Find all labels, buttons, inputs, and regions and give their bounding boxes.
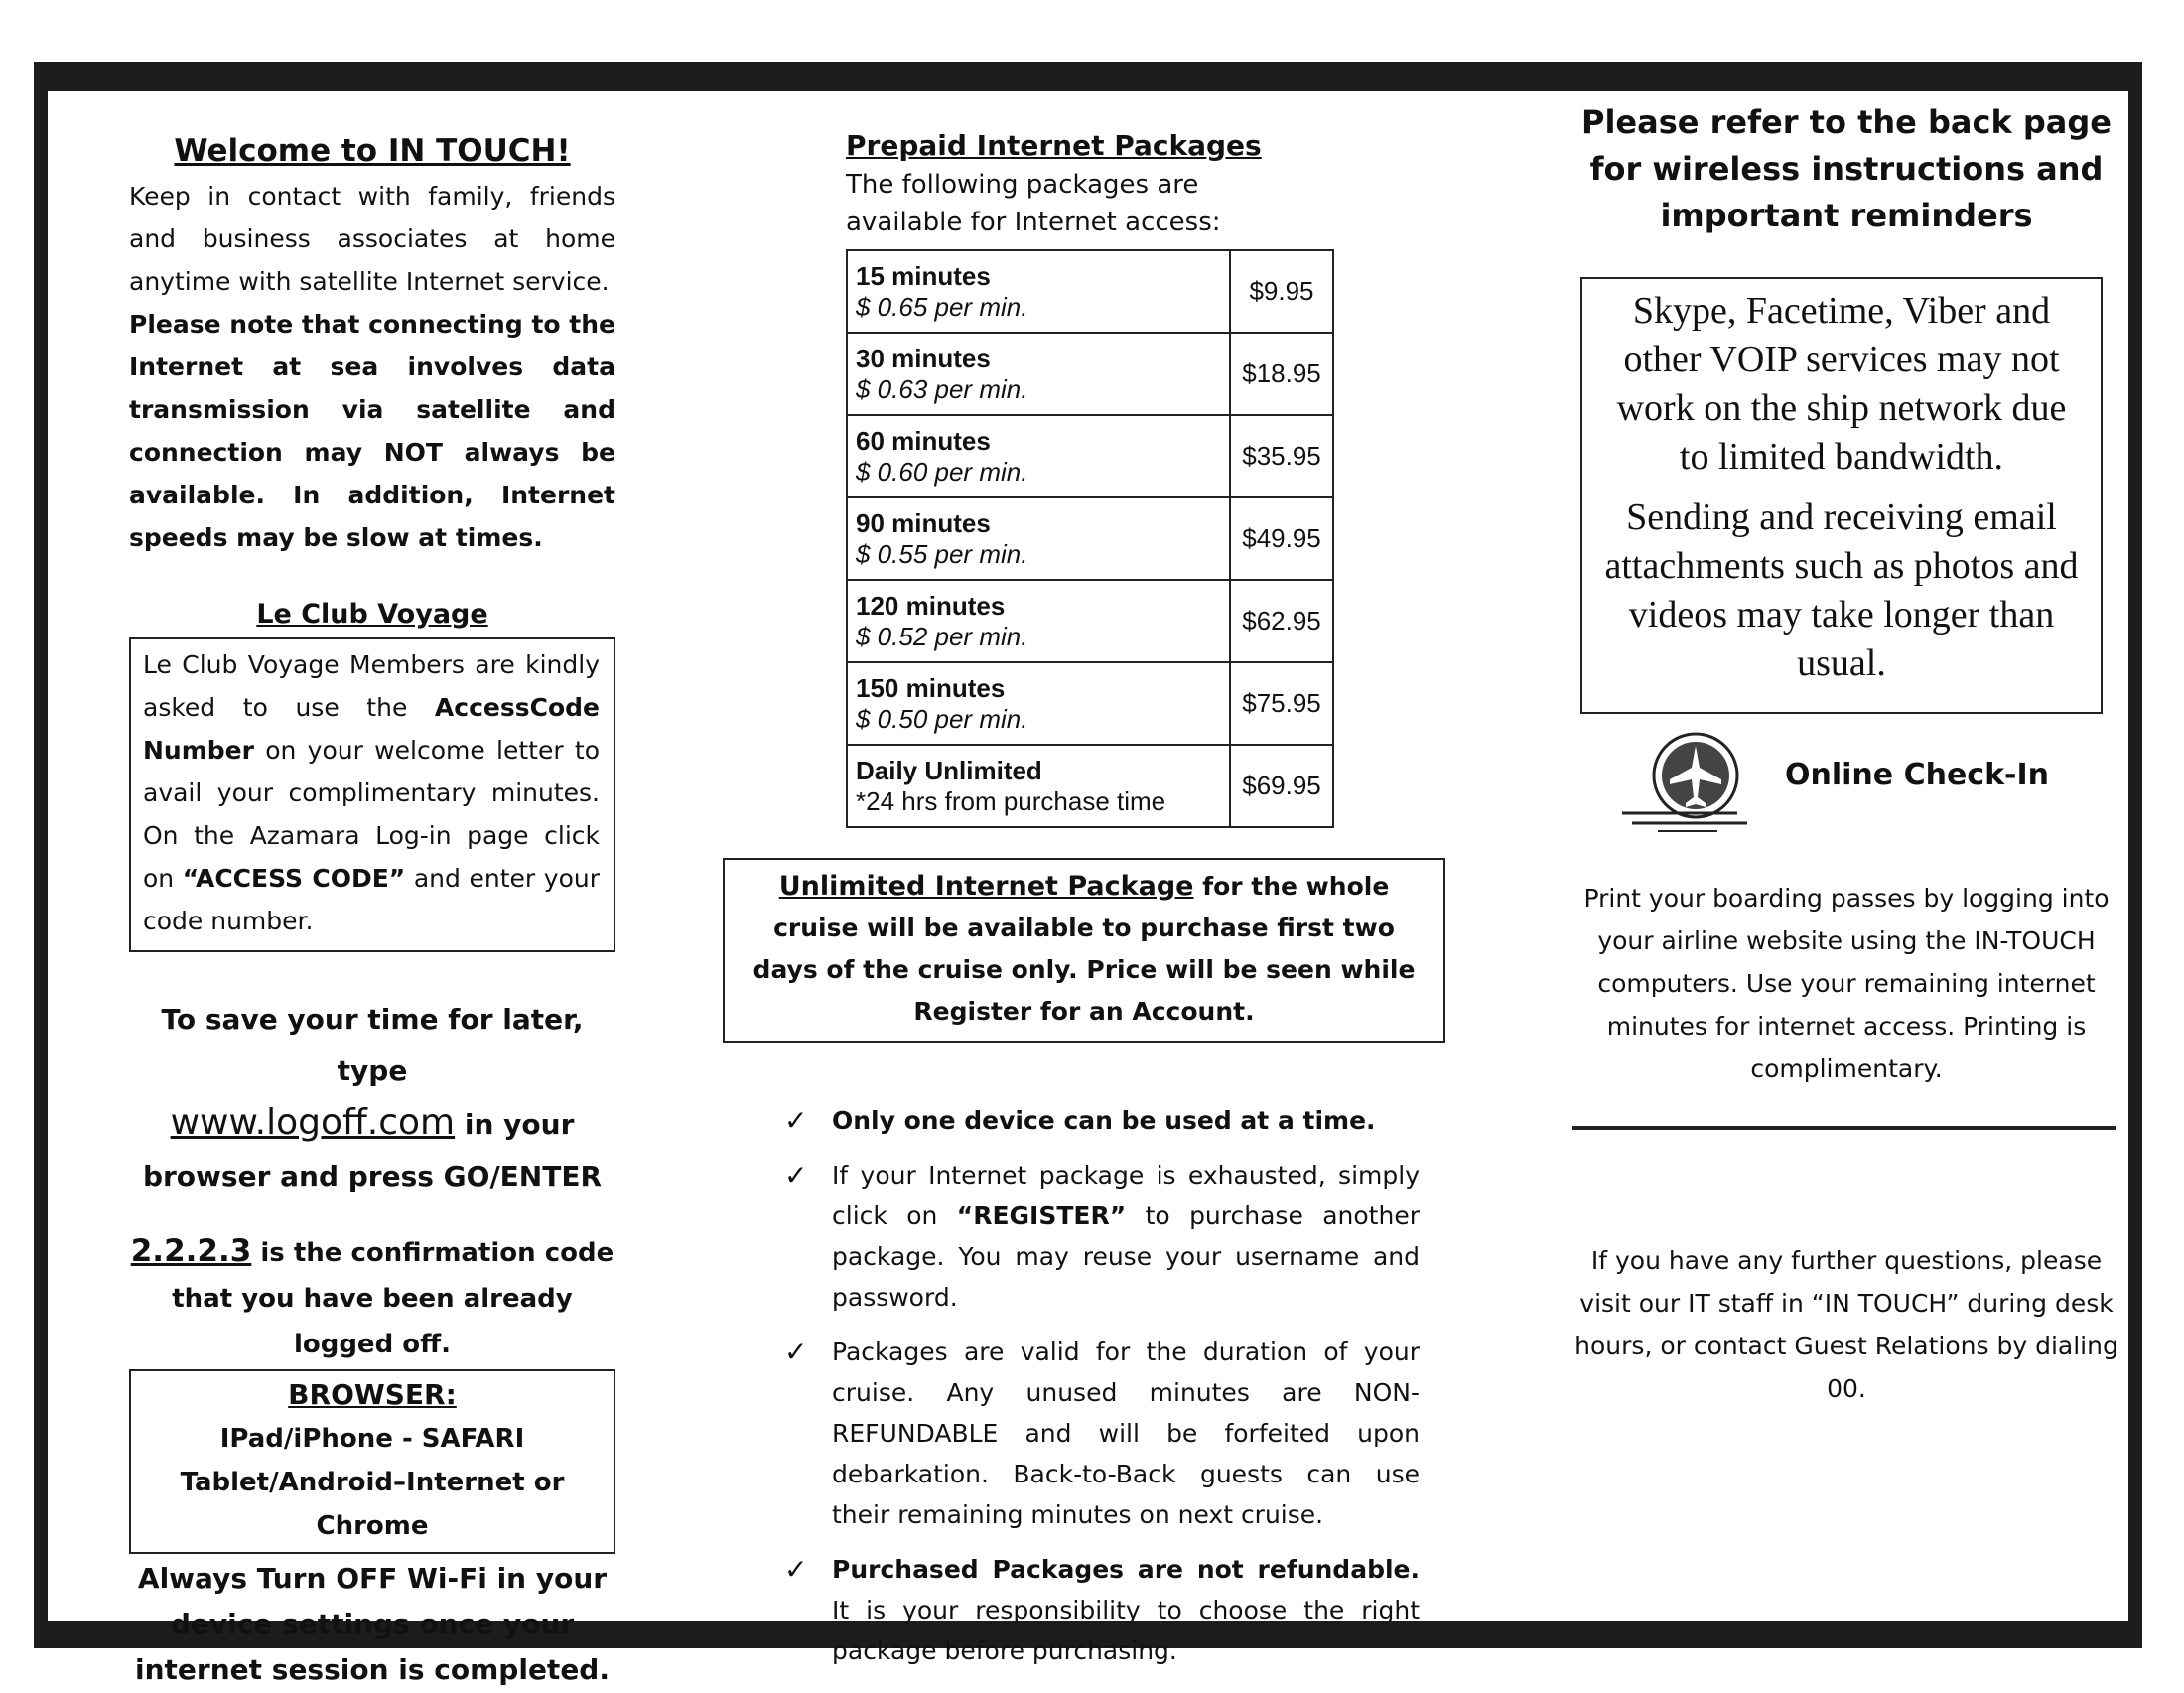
table-row	[847, 745, 1333, 827]
packages-table	[846, 249, 1334, 828]
package-price: $69.95	[1230, 745, 1333, 827]
bullet-text: If your Internet package is exhausted, simply click on	[832, 1161, 1420, 1230]
club-voyage-box	[129, 637, 615, 952]
list-item	[784, 1155, 1420, 1318]
browser-title: BROWSER:	[288, 1378, 457, 1411]
boarding-pass-text: Print your boarding passes by logging into your airline website using the IN-TOUCH computers. Use your remaining internet minutes for internet access. Printing is complimentary.	[1583, 884, 2110, 1083]
package-price: $35.95	[1230, 415, 1333, 497]
package-price: $75.95	[1230, 662, 1333, 745]
middle-panel	[715, 129, 1469, 1685]
logoff-instructions	[129, 994, 615, 1202]
bullet-one-device: Only one device can be used at a time.	[832, 1106, 1376, 1135]
list-item	[784, 1100, 1420, 1141]
package-rate: $ 0.50 per min.	[856, 703, 1028, 734]
package-price: $49.95	[1230, 497, 1333, 580]
online-checkin-header	[1569, 728, 2124, 847]
club-text-part: Le Club Voyage Members are kindly asked to use the	[143, 650, 600, 722]
attachment-text: Sending and receiving email attachments such as photos and videos may take longer than usual.	[1604, 496, 2079, 684]
access-code-label: “ACCESS CODE”	[182, 864, 406, 893]
package-price: $9.95	[1230, 250, 1333, 333]
package-name-cell	[847, 745, 1230, 827]
logoff-url[interactable]: www.logoff.com	[170, 1102, 456, 1143]
logoff-line-3: browser and press GO/ENTER	[142, 1160, 603, 1193]
check-mark-icon: ✓	[784, 1104, 808, 1137]
table-row	[847, 662, 1333, 745]
unlimited-package-box	[723, 858, 1445, 1043]
unlimited-package-text: for the whole cruise will be available to purchase first two days of the cruise only. Price will be seen while Register for an Account.	[752, 872, 1416, 1026]
package-name-cell	[847, 580, 1230, 662]
voip-warning-box	[1580, 277, 2103, 714]
table-row	[847, 580, 1333, 662]
package-name-cell	[847, 662, 1230, 745]
logoff-line-1: To save your time for later, type	[161, 1003, 584, 1087]
club-text-part: on your welcome letter to avail your complimentary minutes. On the Azamara Log-in page click on	[143, 736, 600, 893]
browser-box	[129, 1369, 615, 1554]
package-duration: 90 minutes	[856, 507, 991, 538]
confirmation-code-note	[129, 1228, 615, 1367]
left-panel	[129, 129, 615, 1693]
bullet-text: It is your responsibility to choose the right package before purchasing.	[832, 1596, 1420, 1665]
table-row	[847, 333, 1333, 415]
package-price: $62.95	[1230, 580, 1333, 662]
wifi-reminder: Always Turn OFF Wi-Fi in your device settings once your internet session is completed.	[135, 1562, 610, 1686]
club-text-part: and enter your code number.	[143, 864, 601, 935]
package-duration: Daily Unlimited	[856, 755, 1042, 785]
check-mark-icon: ✓	[784, 1553, 808, 1586]
airplane-icon	[1618, 728, 1757, 837]
package-duration: 30 minutes	[856, 343, 991, 373]
bullet-text: to purchase another package. You may reuse your username and password.	[832, 1201, 1420, 1312]
package-rate: $ 0.63 per min.	[856, 373, 1028, 404]
packages-title: Prepaid Internet Packages	[846, 129, 1262, 162]
register-label: “REGISTER”	[956, 1201, 1127, 1230]
package-duration: 150 minutes	[856, 672, 1006, 703]
package-rate: $ 0.55 per min.	[856, 538, 1028, 569]
refer-back-page: Please refer to the back page for wireless instructions and important reminders	[1581, 103, 2112, 234]
access-code-number-label: AccessCode Number	[143, 693, 600, 765]
confirmation-code: 2.2.2.3	[130, 1233, 252, 1269]
club-voyage-title: Le Club Voyage	[256, 599, 488, 630]
list-item	[784, 1549, 1420, 1671]
package-name-cell	[847, 250, 1230, 333]
check-mark-icon: ✓	[784, 1159, 808, 1192]
table-row	[847, 250, 1333, 333]
right-panel	[1569, 99, 2124, 1410]
package-rate: *24 hrs from purchase time	[856, 785, 1166, 816]
notes-list	[784, 1100, 1420, 1671]
welcome-title: Welcome to IN TOUCH!	[174, 133, 571, 169]
list-item	[784, 1332, 1420, 1535]
package-rate: $ 0.52 per min.	[856, 621, 1028, 651]
browser-android: Tablet/Android–Internet or Chrome	[180, 1468, 565, 1541]
package-price: $18.95	[1230, 333, 1333, 415]
package-duration: 120 minutes	[856, 590, 1006, 621]
bullet-not-refundable: Purchased Packages are not refundable.	[832, 1555, 1420, 1584]
connection-note: Please note that connecting to the Internet at sea involves data transmission via satellite and connection may NOT always be available. In addition, Internet speeds may be slow at times.	[129, 310, 615, 552]
package-name-cell	[847, 497, 1230, 580]
table-row	[847, 415, 1333, 497]
package-rate: $ 0.65 per min.	[856, 291, 1028, 322]
online-checkin-title: Online Check-In	[1785, 758, 2050, 792]
logoff-line-2: in your	[464, 1108, 575, 1141]
browser-ipad: IPad/iPhone - SAFARI	[219, 1424, 525, 1454]
package-duration: 15 minutes	[856, 260, 991, 291]
confirmation-text: is the confirmation code that you have been already logged off.	[172, 1238, 614, 1359]
package-name-cell	[847, 333, 1230, 415]
check-mark-icon: ✓	[784, 1336, 808, 1368]
bullet-validity: Packages are valid for the duration of your cruise. Any unused minutes are NON-REFUNDABLE and will be forfeited upon debarkation. Back-to-Back guests can use their remaining minutes on next cruise.	[832, 1338, 1420, 1529]
package-rate: $ 0.60 per min.	[856, 456, 1028, 487]
table-row	[847, 497, 1333, 580]
questions-text: If you have any further questions, please visit our IT staff in “IN TOUCH” during desk hours, or contact Guest Relations by dialing 00.	[1574, 1246, 2118, 1403]
package-duration: 60 minutes	[856, 425, 991, 456]
voip-text: Skype, Facetime, Viber and other VOIP services may not work on the ship network due to limited bandwidth.	[1616, 290, 2067, 478]
divider	[1572, 1126, 2116, 1130]
package-name-cell	[847, 415, 1230, 497]
packages-description: The following packages are available for Internet access:	[846, 170, 1221, 237]
welcome-text: Keep in contact with family, friends and business associates at home anytime with satellite Internet service.	[129, 182, 615, 296]
club-voyage-text	[143, 643, 600, 942]
unlimited-package-title: Unlimited Internet Package	[778, 871, 1194, 902]
